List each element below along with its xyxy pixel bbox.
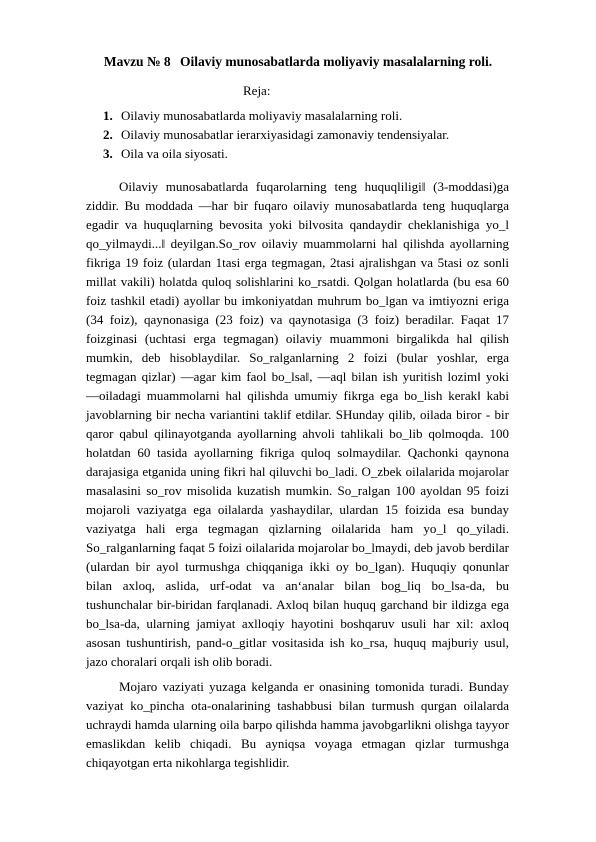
plan-item-number: 3. [103,146,113,161]
body-paragraph-2: Mojaro vaziyati yuzaga kelganda er onasining tomonida turadi. Bunday vaziyat ko_pincha ota-onalarining tashabbusi bilan turmush qurgan oilalarda uchraydi hamda ularning oila barpo qilishda hamma javobgarlikni olishga tayyor emaslikdan kelib chiqadi. Bu ayniqsa voyaga etmagan qizlar turmushga chiqayotgan erta nikohlarga tegishlidir. [86,679,509,770]
plan-item-text: Oilaviy munosabatlar ierarxiyasidagi zamonaviy tendensiyalar. [121,127,450,142]
plan-item [103,144,449,163]
plan-item-text: Oilaviy munosabatlarda moliyaviy masalalarning roli. [121,108,403,123]
body-paragraph-1: Oilaviy munosabatlarda fuqarolarning teng huquqliligi‖ (3-moddasi)ga ziddir. Bu moddada ―har bir fuqaro oilaviy munosabatlarda teng huquqlarga egadir va huquqlarning bevosita yoki bilvosita qandaydir cheklanishiga yo_l qo_yilmaydi...‖ deyilgan.So_rov oilaviy muammolarni hal qilishda ayollarning fikriga 19 foiz (ulardan 1tasi erga tegmagan, 2tasi ajralishgan va 5tasi oz sonli millat vakili) holatda quloq solishlarini ko_rsatdi. Qolgan holatlarda (bu esa 60 foiz tashkil etadi) ayollar bu imkoniyatdan muhrum bo_lgan va imtiyozni eriga (34 foiz), qaynonasiga (23 foiz) va qaynotasiga (3 foiz) beradilar. Faqat 17 foizginasi (uchtasi erga tegmagan) oilaviy muammoni birgalikda hal qilish mumkin, deb hisoblaydilar. So_ralganlarning 2 foizi (bular yoshlar, erga tegmagan qizlar) ―agar kim faol bo_lsa‖, ―aql bilan ish yuritish lozim‖ yoki ―oiladagi muammolarni hal qilishda umumiy fikrga ega bo_lish kerak‖ kabi javoblarning bir necha variantini taklif etdilar. SHunday qilib, oilada biror - bir qaror qabul qilinayotganda ayollarning ahvoli tahlikali bo_lib qolmoqda. 100 holatdan 60 tasida ayollarning fikriga quloq solmaydilar. Qachonki qaynona darajasiga etganida uning fikri hal qiluvchi bo_ladi. O_zbek oilalarida mojarolar masalasini so_rov misolida kuzatish mumkin. So_ralgan 100 ayoldan 95 foizi mojaroli vaziyatga ega oilalarda yashaydilar, ulardan 15 foizida esa bunday vaziyatga hali erga tegmagan qizlarning oilalarida ham yo_l qo_yiladi. So_ralganlarning faqat 5 foizi oilalarida mojarolar bo_lmaydi, deb javob berdilar (ulardan bir ayol turmushga chiqqaniga ikki oy bo_lgan). Huquqiy qonunlar bilan axloq, aslida, urf-odat va an‘analar bilan bog_liq bo_lsa-da, bu tushunchalar bir-biridan farqlanadi. Axloq bilan huquq garchand bir ildizga ega bo_lsa-da, ularning jamiyat axlloqiy hayotini boshqaruv usuli har xil: axloq asosan tushuntirish, pand-o_gitlar vositasida ish ko_rsa, huquq majburiy usul, jazo choralari orqali ish olib boradi. [86,179,509,669]
plan-item-number: 1. [103,108,113,123]
topic-heading [0,54,596,70]
topic-title: Oilaviy munosabatlarda moliyaviy masalalarning roli. [180,54,493,69]
body-text [86,177,509,778]
plan-list [103,106,449,163]
topic-number: Mavzu № 8 [103,54,171,69]
plan-item [103,106,449,125]
plan-item [103,125,449,144]
plan-label: Reja: [243,83,271,98]
plan-item-number: 2. [103,127,113,142]
plan-item-text: Oila va oila siyosati. [121,146,228,161]
